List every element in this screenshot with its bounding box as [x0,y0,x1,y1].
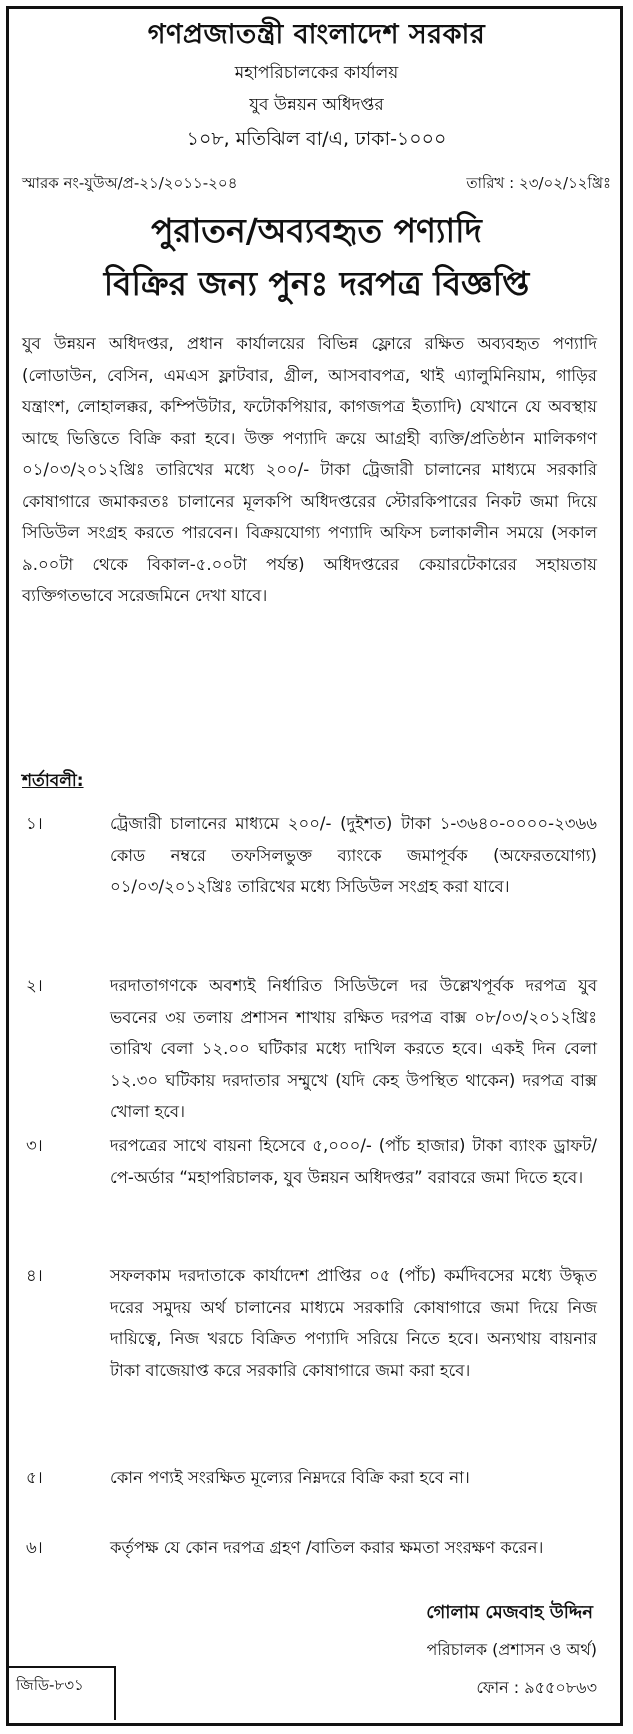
term-item [22,1532,597,1564]
term-number: ৪। [26,1266,43,1285]
term-text: দরদাতাগণকে অবশ্যই নির্ধারিত সিডিউলে দর উল্লেখপূর্বক দরপত্র যুব ভবনের ৩য় তলায় প্রশাসন শাখায় রক্ষিত দরপত্র বাক্স ০৮/০৩/২০১২খ্রিঃ তারিখ বেলা ১২.০০ ঘটিকার মধ্যে দাখিল করতে হবে। একই দিন বেলা ১২.৩০ ঘটিকায় দরদাতার সম্মুখে (যদি কেহ উপস্থিত থাকেন) দরপত্র বাক্স খোলা হবে। [110,976,597,1121]
memo-number: স্মারক নং-যুউঅ/প্র-২১/২০১১-২০৪ [22,174,238,192]
signatory-designation: পরিচালক (প্রশাসন ও অর্থ) [426,1640,597,1659]
term-number: ১। [26,814,43,833]
term-item [22,970,597,1128]
office-address: ১০৮, মতিঝিল বা/এ, ঢাকা-১০০০ [186,128,447,150]
office-name: মহাপরিচালকের কার্যালয় [234,63,399,83]
term-text: কোন পণ্যই সংরক্ষিত মূল্যের নিম্নদরে বিক্রি করা হবে না। [110,1468,470,1487]
signatory-phone: ফোন : ৯৫৫০৮৬৩ [476,1678,597,1697]
term-text: দরপত্রের সাথে বায়না হিসেবে ৫,০০০/- (পাঁচ হাজার) টাকা ব্যাংক ড্রাফট/পে-অর্ডার “মহাপরিচালক, যুব উন্নয়ন অধিদপ্তর” বরাবরে জমা দিতে হবে। [110,1136,597,1187]
term-text: সফলকাম দরদাতাকে কার্যাদেশ প্রাপ্তির ০৫ (পাঁচ) কর্মদিবসের মধ্যে উদ্ধৃত দরের সমুদয় অর্থ চালানের মাধ্যমে সরকারি কোষাগারে জমা দিয়ে নিজ দায়িত্বে, নিজ খরচে বিক্রিত পণ্যাদি সরিয়ে নিতে হবে। অন্যথায় বায়নার টাকা বাজেয়াপ্ত করে সরকারি কোষাগারে জমা করা হবে। [110,1266,597,1380]
notice-title-line-2: বিক্রির জন্য পুনঃ দরপত্র বিজ্ঞপ্তি [103,264,530,303]
terms-heading: শর্তাবলী: [22,771,84,791]
term-number: ৬। [26,1538,43,1557]
term-number: ২। [26,976,43,995]
notice-date: তারিখ : ২৩/০২/১২খ্রিঃ [466,174,611,192]
department-name: যুব উন্নয়ন অধিদপ্তর [249,95,384,115]
ref-code: জিডি-৮৩১ [16,1676,84,1694]
government-heading: গণপ্রজাতন্ত্রী বাংলাদেশ সরকার [147,19,486,50]
term-number: ৫। [26,1468,43,1487]
term-number: ৩। [26,1136,43,1155]
term-text: কর্তৃপক্ষ যে কোন দরপত্র গ্রহণ /বাতিল করার ক্ষমতা সংরক্ষণ করেন। [110,1538,544,1557]
term-item [22,1260,597,1386]
signatory-name: গোলাম মেজবাহ উদ্দিন [426,1602,593,1623]
notice-body: যুব উন্নয়ন অধিদপ্তর, প্রধান কার্যালয়ের বিভিন্ন ফ্লোরে রক্ষিত অব্যবহৃত পণ্যাদি (লোডাউন, বেসিন, এমএস ফ্লাটবার, গ্রীল, আসবাবপত্র, থাই এ্যালুমিনিয়াম, গাড়ির যন্ত্রাংশ, লোহালক্কর, কম্পিউটার, ফটোকপিয়ার, কাগজপত্র ইত্যাদি) যেখানে যে অবস্থায় আছে ভিত্তিতে বিক্রি করা হবে। উক্ত পণ্যাদি ক্রয়ে আগ্রহী ব্যক্তি/প্রতিষ্ঠান মালিকগণ ০১/০৩/২০১২খ্রিঃ তারিখের মধ্যে ২০০/- টাকা ট্রেজারী চালানের মাধ্যমে সরকারি কোষাগারে জমাকরতঃ চালানের মূলকপি অধিদপ্তরের স্টোরকিপারের নিকট জমা দিয়ে সিডিউল সংগ্রহ করতে পারবেন। বিক্রয়যোগ্য পণ্যাদি অফিস চলাকালীন সময়ে (সকাল ৯.০০টা থেকে বিকাল-৫.০০টা পর্যন্ত) অধিদপ্তরের কেয়ারটেকারের সহায়তায় ব্যক্তিগতভাবে সরেজমিনে দেখা যাবে। [22,334,597,605]
term-item [22,1462,597,1494]
term-item [22,808,597,903]
notice-title-line-1: পুরাতন/অব্যবহৃত পণ্যাদি [151,211,482,250]
term-item [22,1130,597,1193]
term-text: ট্রেজারী চালানের মাধ্যমে ২০০/- (দুইশত) টাকা ১-৩৬৪০-০০০০-২৩৬৬ কোড নম্বরে তফসিলভুক্ত ব্যাংকে জমাপূর্বক (অফেরতযোগ্য) ০১/০৩/২০১২খ্রিঃ তারিখের মধ্যে সিডিউল সংগ্রহ করা যাবে। [110,814,597,896]
